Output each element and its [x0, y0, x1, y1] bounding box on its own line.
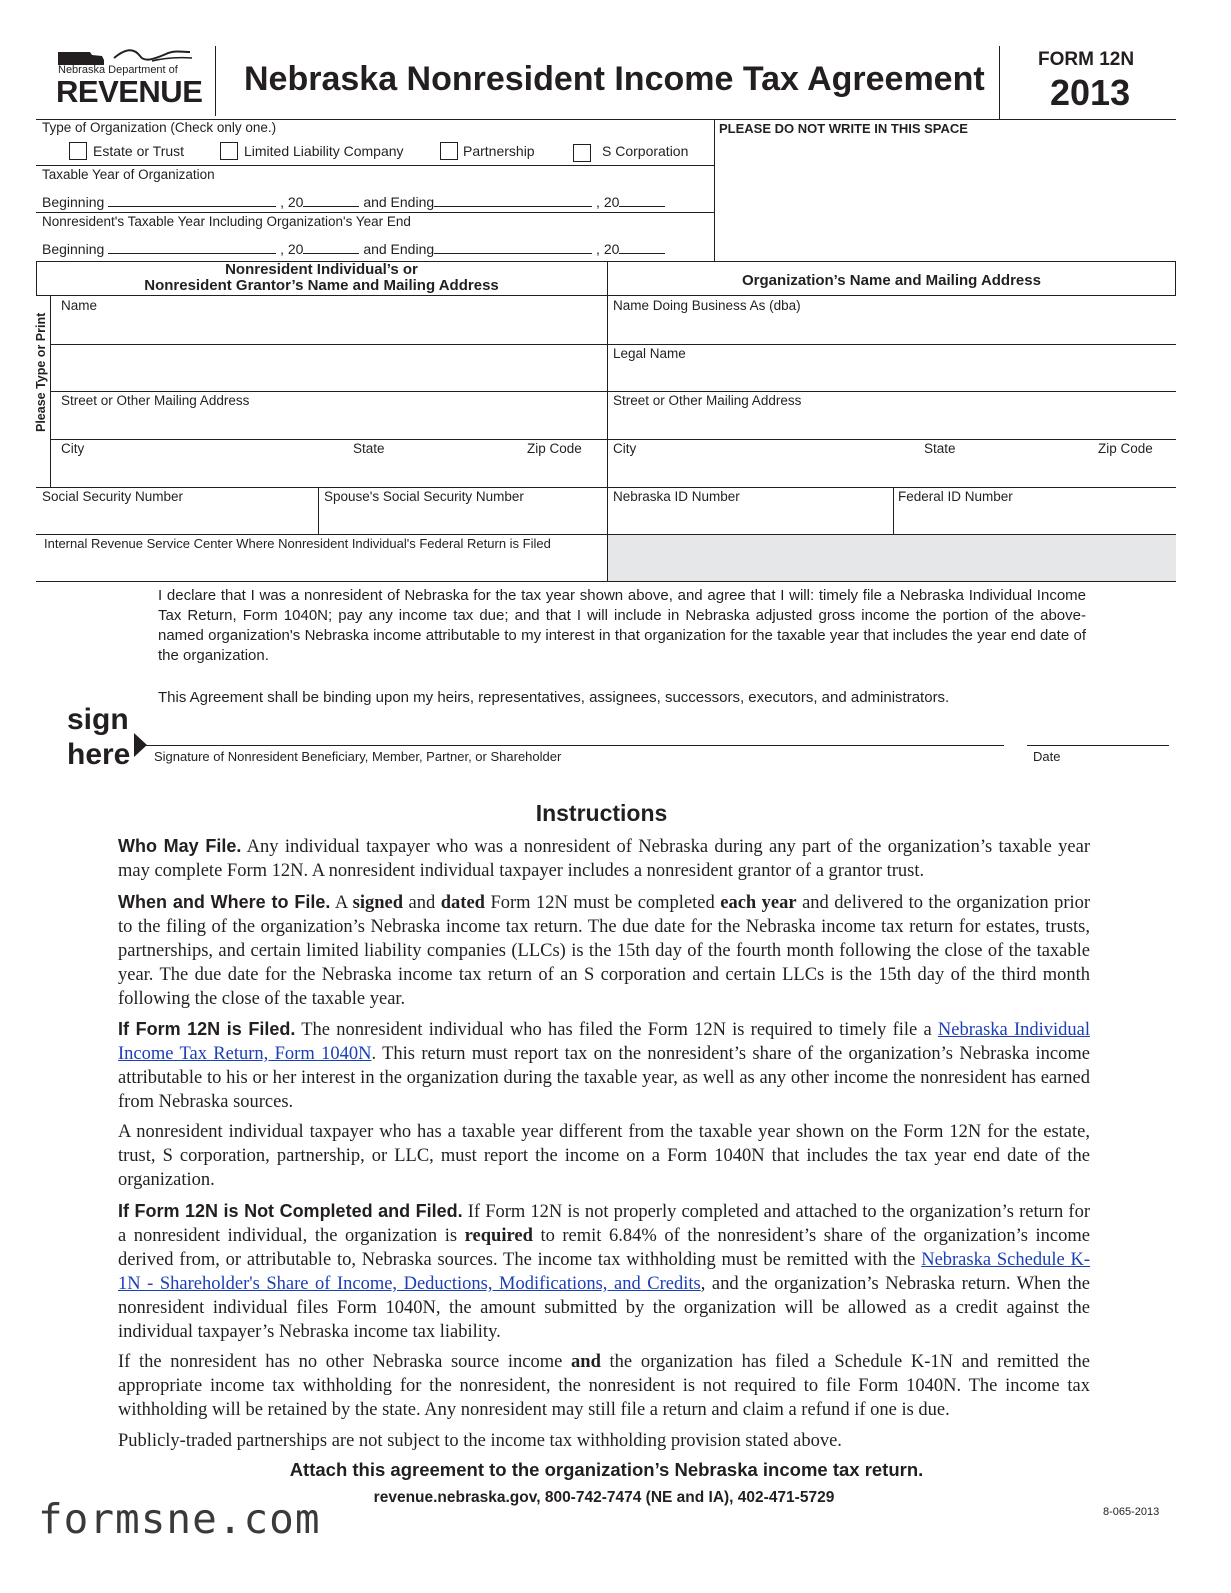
org-type-label: Type of Organization (Check only one.): [42, 120, 277, 135]
org-street-label: Street or Other Mailing Address: [613, 393, 802, 408]
year-prefix: , 20: [280, 194, 304, 210]
estate-trust-label: Estate or Trust: [93, 143, 185, 159]
form-number: FORM 12N: [1038, 49, 1135, 70]
date-line: [1027, 745, 1169, 746]
sign-here-label: [67, 702, 130, 772]
text: each year: [720, 893, 797, 913]
ssn-field[interactable]: [37, 506, 318, 534]
when-where-paragraph: [118, 890, 1090, 1011]
beginning-label: Beginning: [42, 241, 105, 257]
nonresident-title-line2: Nonresident Grantor’s Name and Mailing Address: [144, 277, 499, 294]
dba-label: Name Doing Business As (dba): [613, 298, 801, 313]
text: The nonresident individual who has filed the Form 12N is required to timely file a: [301, 1020, 932, 1040]
nonresident-title-line1: Nonresident Individual’s or: [225, 261, 418, 278]
nonresident-year-label: Nonresident's Taxable Year Including Organization's Year End: [42, 214, 411, 229]
office-use-divider: [714, 119, 715, 262]
not-filed-heading: If Form 12N is Not Completed and Filed.: [118, 1201, 463, 1221]
divider: [36, 581, 1176, 582]
llc-label: Limited Liability Company: [244, 143, 404, 159]
text: Form 12N must be completed: [490, 893, 715, 913]
ne-id-field[interactable]: [608, 506, 892, 534]
org-end-year-field[interactable]: [619, 194, 665, 207]
shaded-office-box: [608, 535, 1176, 581]
signature-field[interactable]: [146, 716, 1004, 744]
llc-checkbox[interactable]: [220, 142, 238, 160]
nr-end-year-field[interactable]: [619, 241, 665, 254]
different-year-paragraph: A nonresident individual taxpayer who has a taxable year different from the taxable year shown on the Form 12N for the estate, trust, S corporation, partnership, or LLC, must report the income on a Form 1040N that includes the tax year end date of the organization.: [118, 1122, 1090, 1190]
org-begin-year-field[interactable]: [303, 194, 359, 207]
no-other-income-paragraph: [118, 1350, 1090, 1422]
here-word: here: [67, 738, 131, 771]
text: and delivered to the organization prior to the filing of the organization’s Nebraska income tax return. The due date for the Nebraska income tax return for estates, trusts, partnerships, and certain limited liability companies (LLCs) is the 15th day of the fourth month following the close of the taxable year. The due date for the Nebraska income tax return of an S corporation and certain LLCs is the 15th day of the third month following the close of the taxable year.: [118, 893, 1091, 1009]
text: dated: [440, 893, 485, 913]
who-may-file-heading: Who May File.: [118, 836, 242, 856]
zip-label: Zip Code: [527, 441, 582, 456]
office-use-label: PLEASE DO NOT WRITE IN THIS SPACE: [719, 121, 968, 136]
attach-notice: Attach this agreement to the organization’s Nebraska income tax return.: [289, 1459, 924, 1480]
org-state-label: State: [924, 441, 956, 456]
agency-name: REVENUE: [56, 74, 203, 109]
divider: [607, 391, 1176, 392]
publicly-traded-paragraph: Publicly-traded partnerships are not subject to the income tax withholding provision stated above.: [118, 1431, 842, 1451]
nr-end-date-field[interactable]: [434, 241, 592, 254]
text: and: [408, 893, 436, 913]
not-filed-paragraph: [118, 1199, 1090, 1344]
side-label: Please Type or Print: [34, 312, 48, 432]
watermark: formsne.com: [38, 1495, 321, 1543]
and-ending-label: and Ending: [363, 194, 435, 210]
sign-word: sign: [67, 703, 129, 736]
date-label: Date: [1033, 749, 1061, 764]
org-end-date-field[interactable]: [434, 194, 592, 207]
year-prefix: , 20: [596, 194, 620, 210]
divider: [607, 344, 1176, 345]
declaration-text: I declare that I was a nonresident of Nebraska for the tax year shown above, and agree that I will: timely file a Nebraska Individual Income Tax Return, Form 1040N; pay any income tax due; and that I will include in Nebraska adjusted gross income the portion of the above-named organization's Nebraska income attributable to my interest in that organization for the taxable year that includes the year end date of the organization.: [158, 587, 1086, 664]
org-begin-date-field[interactable]: [108, 194, 276, 207]
header-divider-right: [999, 46, 1000, 120]
text: If the nonresident has no other Nebraska source income: [118, 1352, 563, 1372]
signature-line: [146, 745, 1004, 746]
irs-center-label: Internal Revenue Service Center Where Nonresident Individual's Federal Return is Filed: [44, 536, 551, 551]
ne-id-label: Nebraska ID Number: [613, 489, 740, 504]
text: and: [571, 1352, 601, 1372]
nr-begin-date-field[interactable]: [108, 241, 276, 254]
legal-name-label: Legal Name: [613, 346, 686, 361]
organization-section-title: Organization’s Name and Mailing Address: [742, 272, 1041, 289]
instructions-title: Instructions: [535, 800, 668, 826]
form-1040n-link[interactable]: Nebraska Individual Income Tax Return, Form 1040N: [118, 1020, 1090, 1064]
nr-begin-year-field[interactable]: [303, 241, 359, 254]
year-prefix: , 20: [280, 241, 304, 257]
date-field[interactable]: [1027, 716, 1169, 744]
text: signed: [352, 893, 404, 913]
divider: [36, 212, 714, 213]
if-filed-paragraph: [118, 1017, 1090, 1114]
org-year-row: [42, 194, 665, 210]
divider: [36, 487, 1176, 488]
nonresident-section-title: [36, 262, 607, 294]
spouse-ssn-field[interactable]: [319, 506, 606, 534]
org-city-label: City: [613, 441, 637, 456]
s-corporation-label: S Corporation: [602, 143, 689, 159]
text: the organization has filed a Schedule K-1N and remitted the appropriate income tax withholding for the nonresident, the nonresident is not required to file Form 1040N. The income tax withholding will be retained by the state. Any nonresident may still file a return and claim a refund if one is due.: [118, 1352, 1090, 1420]
page-title: Nebraska Nonresident Income Tax Agreement: [244, 60, 985, 98]
form-year: 2013: [1050, 72, 1131, 113]
agency-line: Nebraska Department of: [58, 64, 178, 76]
who-may-file-text: Any individual taxpayer who was a nonresident of Nebraska during any part of the organization’s taxable year may complete Form 12N. A nonresident individual taxpayer includes a nonresident grantor of a grantor trust.: [118, 837, 1091, 881]
street-label: Street or Other Mailing Address: [61, 393, 250, 408]
form-code: 8-065-2013: [1103, 1506, 1160, 1518]
divider: [36, 165, 714, 166]
divider: [50, 391, 607, 392]
org-zip-label: Zip Code: [1098, 441, 1153, 456]
fed-id-label: Federal ID Number: [898, 489, 1013, 504]
partnership-label: Partnership: [463, 143, 535, 159]
divider: [50, 439, 607, 440]
estate-trust-checkbox[interactable]: [69, 142, 87, 160]
when-where-heading: When and Where to File.: [118, 892, 331, 912]
street-field[interactable]: [51, 410, 606, 438]
if-filed-heading: If Form 12N is Filed.: [118, 1019, 296, 1039]
taxable-year-label: Taxable Year of Organization: [42, 167, 215, 182]
org-street-field[interactable]: [608, 410, 1175, 438]
schedule-k1n-link[interactable]: Nebraska Schedule K-1N - Shareholder's Share of Income, Deductions, Modifications, and Credits: [118, 1250, 1091, 1294]
spouse-ssn-label: Spouse's Social Security Number: [324, 489, 524, 504]
binding-text: This Agreement shall be binding upon my heirs, representatives, assignees, successors, executors, and administrators.: [158, 689, 950, 706]
nonresident-year-row: [42, 241, 665, 257]
name-field[interactable]: [51, 314, 606, 390]
city-label: City: [61, 441, 85, 456]
fed-id-field[interactable]: [894, 506, 1175, 534]
ssn-label: Social Security Number: [42, 489, 184, 504]
text: . This return must report tax on the nonresident’s share of the organization’s Nebraska income attributable to his or her interest in the organization during the taxable year, as well as any other income the nonresident has earned from Nebraska sources.: [118, 1044, 1090, 1112]
city-state-zip-field[interactable]: [51, 458, 606, 486]
org-city-state-zip-field[interactable]: [608, 458, 1175, 486]
header-divider-left: [215, 46, 216, 116]
legal-name-field[interactable]: [608, 362, 1175, 390]
year-prefix: , 20: [596, 241, 620, 257]
who-may-file-paragraph: [118, 834, 1090, 883]
signature-label: Signature of Nonresident Beneficiary, Member, Partner, or Shareholder: [154, 749, 562, 764]
dba-field[interactable]: [608, 314, 1175, 343]
text: If Form 12N is not properly completed and attached to the organization’s return for a nonresident individual, the organization is: [118, 1202, 1091, 1246]
name-label: Name: [61, 298, 98, 313]
state-label: State: [353, 441, 385, 456]
s-corporation-checkbox[interactable]: [573, 144, 591, 162]
irs-center-field[interactable]: [37, 553, 606, 581]
contact-info: revenue.nebraska.gov, 800-742-7474 (NE and IA), 402-471-5729: [373, 1489, 835, 1506]
divider: [607, 439, 1176, 440]
divider: [50, 344, 607, 345]
text: required: [464, 1226, 533, 1246]
text: to remit 6.84% of the nonresident’s share of the organization’s income derived from, or attributable to, Nebraska sources. The income tax withholding must be remitted with the: [118, 1226, 1090, 1270]
and-ending-label: and Ending: [363, 241, 435, 257]
beginning-label: Beginning: [42, 194, 105, 210]
partnership-checkbox[interactable]: [440, 142, 458, 160]
text: A: [334, 893, 348, 913]
text: , and the organization’s Nebraska return. When the nonresident individual files Form 1040N, the amount submitted by the organization will be allowed as a credit against the individual taxpayer’s Nebraska income tax liability.: [118, 1274, 1090, 1342]
